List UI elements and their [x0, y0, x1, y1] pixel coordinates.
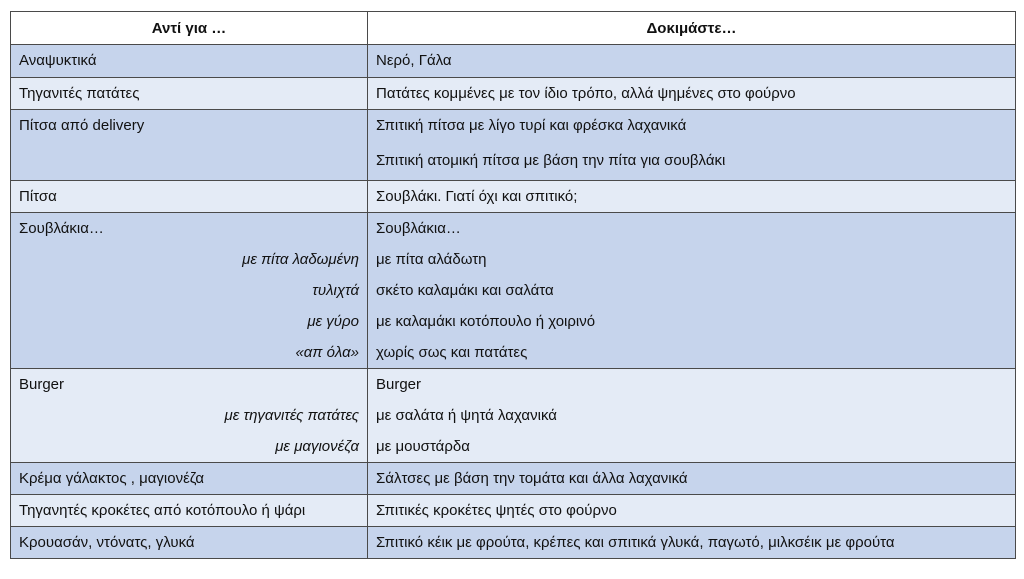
cell-subtext: με τηγανιτές πατάτες	[224, 407, 359, 424]
cell-text: με καλαμάκι κοτόπουλο ή χοιρινό	[376, 313, 596, 330]
cell-text: με μουστάρδα	[376, 438, 470, 455]
table-row	[11, 369, 1016, 463]
right-cell	[368, 45, 1016, 78]
table-row	[11, 527, 1016, 559]
left-cell	[11, 45, 368, 78]
right-cell	[368, 495, 1016, 527]
cell-text: Πατάτες κομμένες με τον ίδιο τρόπο, αλλά ψημένες στο φούρνο	[376, 85, 796, 102]
right-cell	[368, 527, 1016, 559]
left-cell	[11, 369, 368, 463]
left-cell	[11, 527, 368, 559]
cell-text: Σπιτικές κροκέτες ψητές στο φούρνο	[376, 502, 617, 519]
cell-text: με πίτα αλάδωτη	[376, 251, 487, 268]
header-row	[11, 12, 1016, 45]
right-cell	[368, 213, 1016, 369]
table-row	[11, 213, 1016, 369]
cell-text: Αναψυκτικά	[19, 52, 97, 69]
table-row	[11, 463, 1016, 495]
table-row	[11, 181, 1016, 213]
right-cell	[368, 78, 1016, 110]
table-row	[11, 110, 1016, 181]
cell-text: Σάλτσες με βάση την τομάτα και άλλα λαχανικά	[376, 470, 688, 487]
left-cell	[11, 463, 368, 495]
cell-text: Σουβλάκια…	[376, 220, 461, 237]
cell-text: Νερό, Γάλα	[376, 52, 452, 69]
cell-text: Σουβλάκια…	[19, 220, 104, 237]
cell-text: Τηγανητές κροκέτες από κοτόπουλο ή ψάρι	[19, 502, 306, 519]
cell-text: Πίτσα από delivery	[19, 117, 145, 134]
table-row	[11, 78, 1016, 110]
cell-text: Κρουασάν, ντόνατς, γλυκά	[19, 534, 195, 551]
cell-text: Burger	[376, 376, 422, 393]
cell-subtext: «απ όλα»	[295, 344, 359, 361]
cell-text: σκέτο καλαμάκι και σαλάτα	[376, 282, 554, 299]
table-row	[11, 495, 1016, 527]
cell-subtext: με πίτα λαδωμένη	[242, 251, 359, 268]
left-cell	[11, 78, 368, 110]
left-cell	[11, 110, 368, 181]
left-cell	[11, 181, 368, 213]
cell-text: Σουβλάκι. Γιατί όχι και σπιτικό;	[376, 188, 578, 205]
right-cell	[368, 463, 1016, 495]
cell-text: Σπιτική πίτσα με λίγο τυρί και φρέσκα λαχανικά	[376, 117, 687, 134]
right-cell	[368, 110, 1016, 181]
cell-subtext: με γύρο	[307, 313, 359, 330]
substitution-table	[10, 11, 1016, 559]
table-row	[11, 45, 1016, 78]
cell-subtext: τυλιχτά	[312, 282, 359, 299]
cell-text: Τηγανιτές πατάτες	[19, 85, 140, 102]
left-cell	[11, 213, 368, 369]
right-cell	[368, 369, 1016, 463]
cell-text: Σπιτικό κέικ με φρούτα, κρέπες και σπιτικά γλυκά, παγωτό, μιλκσέικ με φρούτα	[376, 534, 895, 551]
cell-text: Σπιτική ατομική πίτσα με βάση την πίτα για σουβλάκι	[376, 152, 726, 169]
cell-text: Burger	[19, 376, 65, 393]
header-try: Δοκιμάστε…	[368, 12, 1016, 45]
cell-text: με σαλάτα ή ψητά λαχανικά	[376, 407, 557, 424]
cell-text: Κρέμα γάλακτος , μαγιονέζα	[19, 470, 205, 487]
cell-text: χωρίς σως και πατάτες	[376, 344, 528, 361]
header-instead-of: Αντί για …	[11, 12, 368, 45]
right-cell	[368, 181, 1016, 213]
cell-text: Πίτσα	[19, 188, 57, 205]
left-cell	[11, 495, 368, 527]
cell-subtext: με μαγιονέζα	[275, 438, 359, 455]
